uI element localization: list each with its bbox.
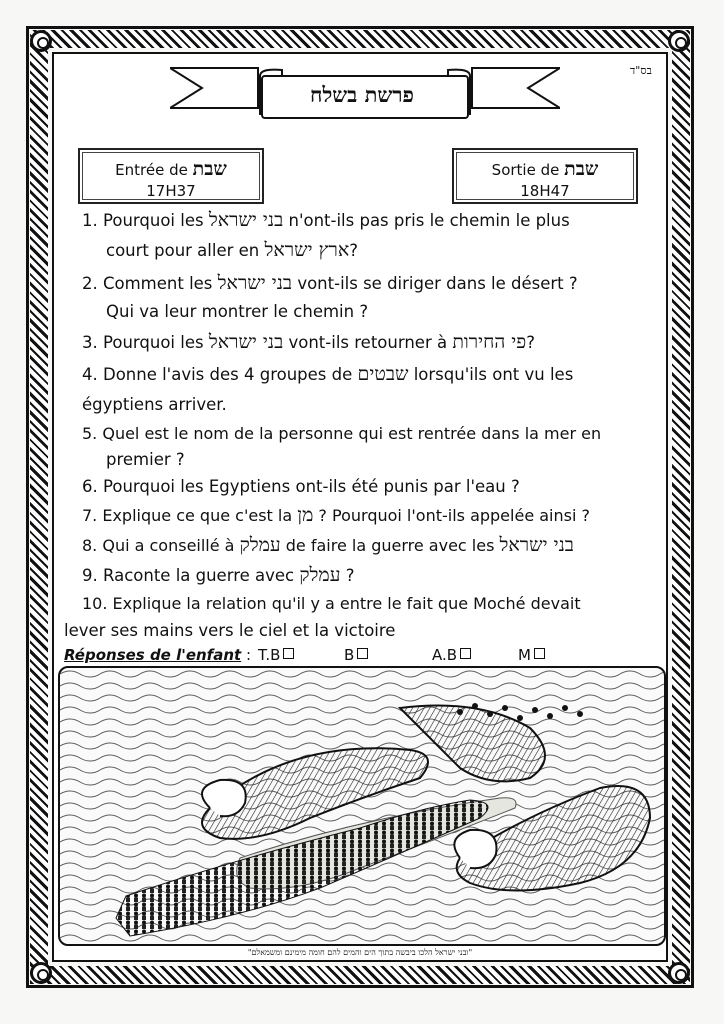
q6-text-a: 6. Pourquoi les Egyptiens ont-ils été punis par l'eau ? bbox=[82, 477, 520, 496]
q9-text-a: 9. Raconte la guerre avec bbox=[82, 566, 300, 585]
question-5-line-1 bbox=[82, 424, 601, 444]
question-7 bbox=[82, 505, 590, 526]
answer-option-m-label: M bbox=[518, 646, 531, 664]
q10-text-a: 10. Explique la relation qu'il y a entre le fait que Moché devait bbox=[82, 594, 581, 613]
answers-title: Réponses de l'enfant bbox=[64, 646, 242, 664]
q3-text-a: 3. Pourquoi les bbox=[82, 333, 209, 352]
question-6 bbox=[82, 477, 520, 497]
question-2-line-1 bbox=[82, 273, 578, 294]
answer-option-tb-label: T.B bbox=[258, 646, 281, 664]
answer-checkbox-tb[interactable] bbox=[283, 648, 294, 659]
entry-time: 17H37 bbox=[146, 182, 196, 200]
corner-ornament-bottom-right bbox=[668, 962, 690, 984]
q1-text-c: court pour aller en bbox=[106, 241, 265, 260]
exit-label-line bbox=[454, 158, 636, 181]
answer-option-b-label: B bbox=[344, 646, 355, 664]
q4-hebrew-1: שבטים bbox=[357, 363, 409, 385]
question-4-line-2 bbox=[82, 395, 227, 415]
question-1-line-1 bbox=[82, 210, 570, 231]
q7-text-b: ? Pourquoi l'ont-ils appelée ainsi ? bbox=[313, 506, 590, 525]
q4-text-b: lorsqu'ils ont vu les bbox=[408, 365, 574, 384]
answer-option-b[interactable] bbox=[344, 646, 368, 664]
entry-shabbat: שבת bbox=[192, 158, 227, 180]
answers-separator: : bbox=[241, 646, 251, 664]
q8-text-a: 8. Qui a conseillé à bbox=[82, 536, 240, 555]
child-answers-row bbox=[64, 646, 531, 664]
answer-checkbox-m[interactable] bbox=[534, 648, 545, 659]
sea-crossing-illustration bbox=[60, 668, 664, 944]
q9-hebrew-1: עמלק bbox=[299, 564, 341, 586]
entry-time-box bbox=[78, 148, 264, 204]
corner-ornament-bottom-left bbox=[30, 962, 52, 984]
q8-hebrew-1: עמלק bbox=[239, 534, 281, 556]
q2-text-a: 2. Comment les bbox=[82, 274, 218, 293]
q2-text-c: Qui va leur montrer le chemin ? bbox=[106, 302, 369, 321]
question-10-line-1 bbox=[82, 594, 581, 614]
q8-hebrew-2: בני ישראל bbox=[499, 534, 574, 556]
q3-hebrew-2: פי החירות bbox=[452, 331, 527, 353]
q7-text-a: 7. Explique ce que c'est la bbox=[82, 506, 298, 525]
q4-text-c: égyptiens arriver. bbox=[82, 395, 227, 414]
exit-label: Sortie de bbox=[491, 161, 560, 179]
question-4-line-1 bbox=[82, 364, 573, 385]
answer-option-ab-label: A.B bbox=[432, 646, 458, 664]
exit-time: 18H47 bbox=[520, 182, 570, 200]
q1-hebrew-1: בני ישראל bbox=[208, 209, 284, 231]
entry-label-line bbox=[80, 158, 262, 181]
question-1-line-2 bbox=[106, 240, 358, 261]
question-8 bbox=[82, 535, 574, 556]
answer-option-ab[interactable] bbox=[432, 646, 471, 664]
exit-shabbat: שבת bbox=[564, 158, 599, 180]
answer-option-tb[interactable] bbox=[258, 646, 294, 664]
corner-ornament-top-left bbox=[30, 30, 52, 52]
answer-option-m[interactable] bbox=[518, 646, 545, 664]
q3-text-c: ? bbox=[526, 333, 536, 352]
q3-text-b: vont-ils retourner à bbox=[283, 333, 453, 352]
q1-text-a: 1. Pourquoi les bbox=[82, 211, 209, 230]
answer-checkbox-ab[interactable] bbox=[460, 648, 471, 659]
q5-text-b: premier ? bbox=[106, 450, 185, 469]
question-5-line-2 bbox=[106, 450, 185, 470]
q1-text-d: ? bbox=[349, 241, 358, 260]
q3-hebrew-1: בני ישראל bbox=[208, 331, 284, 353]
exit-time-box bbox=[452, 148, 638, 204]
entry-label: Entrée de bbox=[115, 161, 188, 179]
corner-ornament-top-right bbox=[668, 30, 690, 52]
answer-checkbox-b[interactable] bbox=[357, 648, 368, 659]
q1-hebrew-2: ארץ ישראל bbox=[264, 239, 350, 261]
q4-text-a: 4. Donne l'avis des 4 groupes de bbox=[82, 365, 358, 384]
q2-text-b: vont-ils se diriger dans le désert ? bbox=[292, 274, 578, 293]
q2-hebrew-1: בני ישראל bbox=[217, 272, 293, 294]
bsd-mark: בס"ד bbox=[630, 64, 652, 77]
question-2-line-2 bbox=[106, 302, 368, 322]
parasha-title: פרשת בשלח bbox=[310, 82, 414, 107]
question-10-line-2 bbox=[64, 621, 395, 641]
sea-crossing-illustration-frame bbox=[58, 666, 666, 946]
q8-text-b: de faire la guerre avec les bbox=[280, 536, 500, 555]
illustration-caption: "ובני ישראל הלכו ביבשה בתוך הים והמים להם חומה מימינם ומשמאלם" bbox=[247, 948, 473, 957]
question-3 bbox=[82, 332, 535, 353]
q10-text-b: lever ses mains vers le ciel et la victoire bbox=[64, 621, 396, 640]
q9-text-b: ? bbox=[340, 566, 355, 585]
q1-text-b: n'ont-ils pas pris le chemin le plus bbox=[283, 211, 570, 230]
q7-hebrew-1: מן bbox=[297, 504, 314, 526]
q5-text-a: 5. Quel est le nom de la personne qui est rentrée dans la mer en bbox=[82, 424, 602, 443]
question-9 bbox=[82, 565, 354, 586]
